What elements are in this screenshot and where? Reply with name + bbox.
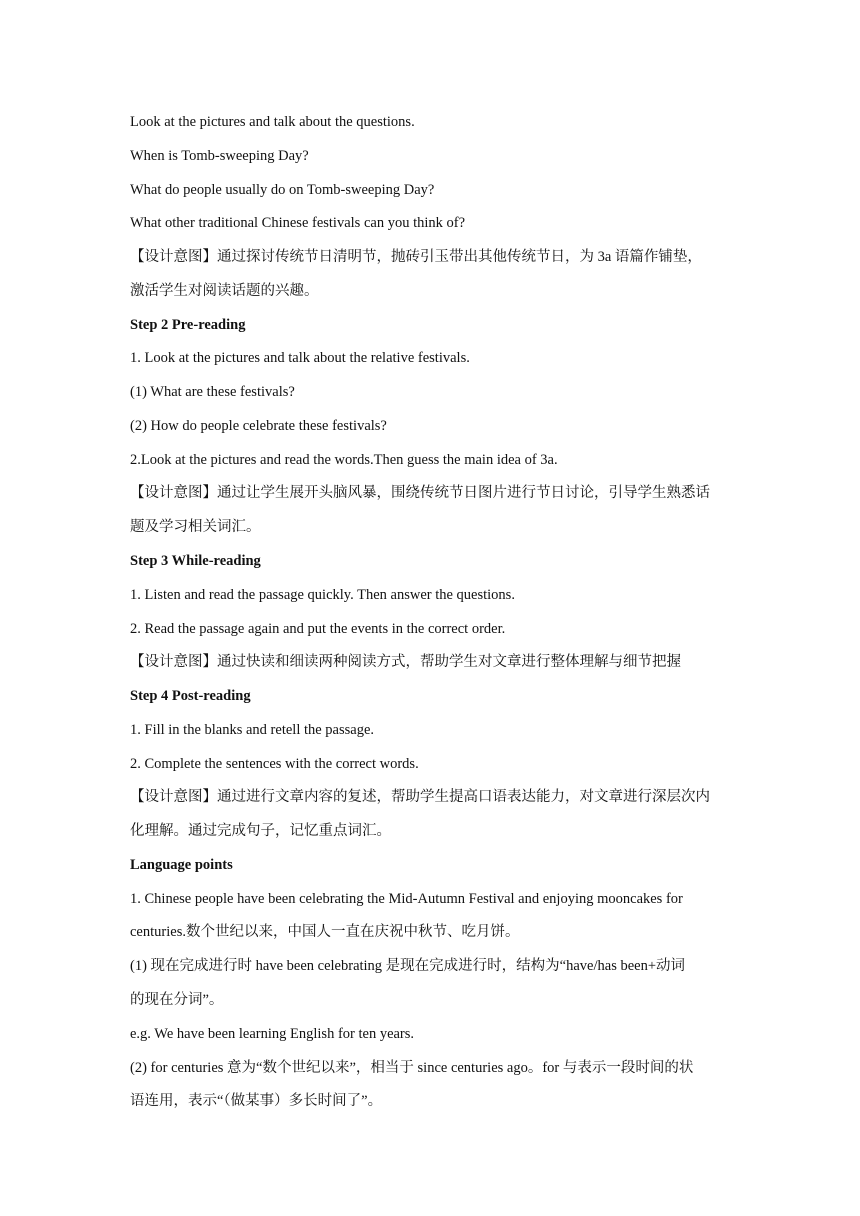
text-line: 的现在分词”。 <box>130 992 224 1008</box>
text-line: 1. Chinese people have been celebrating the Mid-Autumn Festival and enjoying mooncakes for <box>130 891 683 907</box>
text-line: 2. Read the passage again and put the events in the correct order. <box>130 621 506 637</box>
section-heading: Language points <box>130 857 233 873</box>
text-line: 1. Look at the pictures and talk about the relative festivals. <box>130 350 470 366</box>
text-line: 1. Listen and read the passage quickly. Then answer the questions. <box>130 587 515 603</box>
text-line: Look at the pictures and talk about the questions. <box>130 114 415 130</box>
example-line: e.g. We have been learning English for ten years. <box>130 1026 415 1042</box>
text-line: 语连用，表示“（做某事）多长时间了”。 <box>130 1093 383 1109</box>
text-line: (1) 现在完成进行时 have been celebrating 是现在完成进行时，结构为“have/has been+动词 <box>130 958 686 974</box>
design-intent-line: 【设计意图】通过探讨传统节日清明节，抛砖引玉带出其他传统节日，为 3a 语篇作铺垫， <box>130 249 702 265</box>
step-heading: Step 4 Post-reading <box>130 688 251 704</box>
text-line: 2. Complete the sentences with the correct words. <box>130 756 419 772</box>
text-line: What do people usually do on Tomb-sweeping Day? <box>130 182 435 198</box>
text-line: (1) What are these festivals? <box>130 384 295 400</box>
design-intent-line: 题及学习相关词汇。 <box>130 519 261 535</box>
text-line: (2) How do people celebrate these festivals? <box>130 418 387 434</box>
text-line: centuries.数个世纪以来，中国人一直在庆祝中秋节、吃月饼。 <box>130 924 520 940</box>
step-heading: Step 3 While-reading <box>130 553 261 569</box>
text-line: When is Tomb-sweeping Day? <box>130 148 309 164</box>
design-intent-line: 【设计意图】通过快读和细读两种阅读方式，帮助学生对文章进行整体理解与细节把握 <box>130 654 681 670</box>
step-heading: Step 2 Pre-reading <box>130 317 246 333</box>
design-intent-line: 化理解。通过完成句子，记忆重点词汇。 <box>130 823 391 839</box>
text-line: (2) for centuries 意为“数个世纪以来”，相当于 since centuries ago。for 与表示一段时间的状 <box>130 1060 694 1076</box>
design-intent-line: 【设计意图】通过让学生展开头脑风暴，围绕传统节日图片进行节日讨论，引导学生熟悉话 <box>130 485 710 501</box>
text-line: 2.Look at the pictures and read the words.Then guess the main idea of 3a. <box>130 452 558 468</box>
text-line: 1. Fill in the blanks and retell the passage. <box>130 722 375 738</box>
design-intent-line: 激活学生对阅读话题的兴趣。 <box>130 283 319 299</box>
design-intent-line: 【设计意图】通过进行文章内容的复述，帮助学生提高口语表达能力，对文章进行深层次内 <box>130 789 710 805</box>
text-line: What other traditional Chinese festivals can you think of? <box>130 215 466 231</box>
